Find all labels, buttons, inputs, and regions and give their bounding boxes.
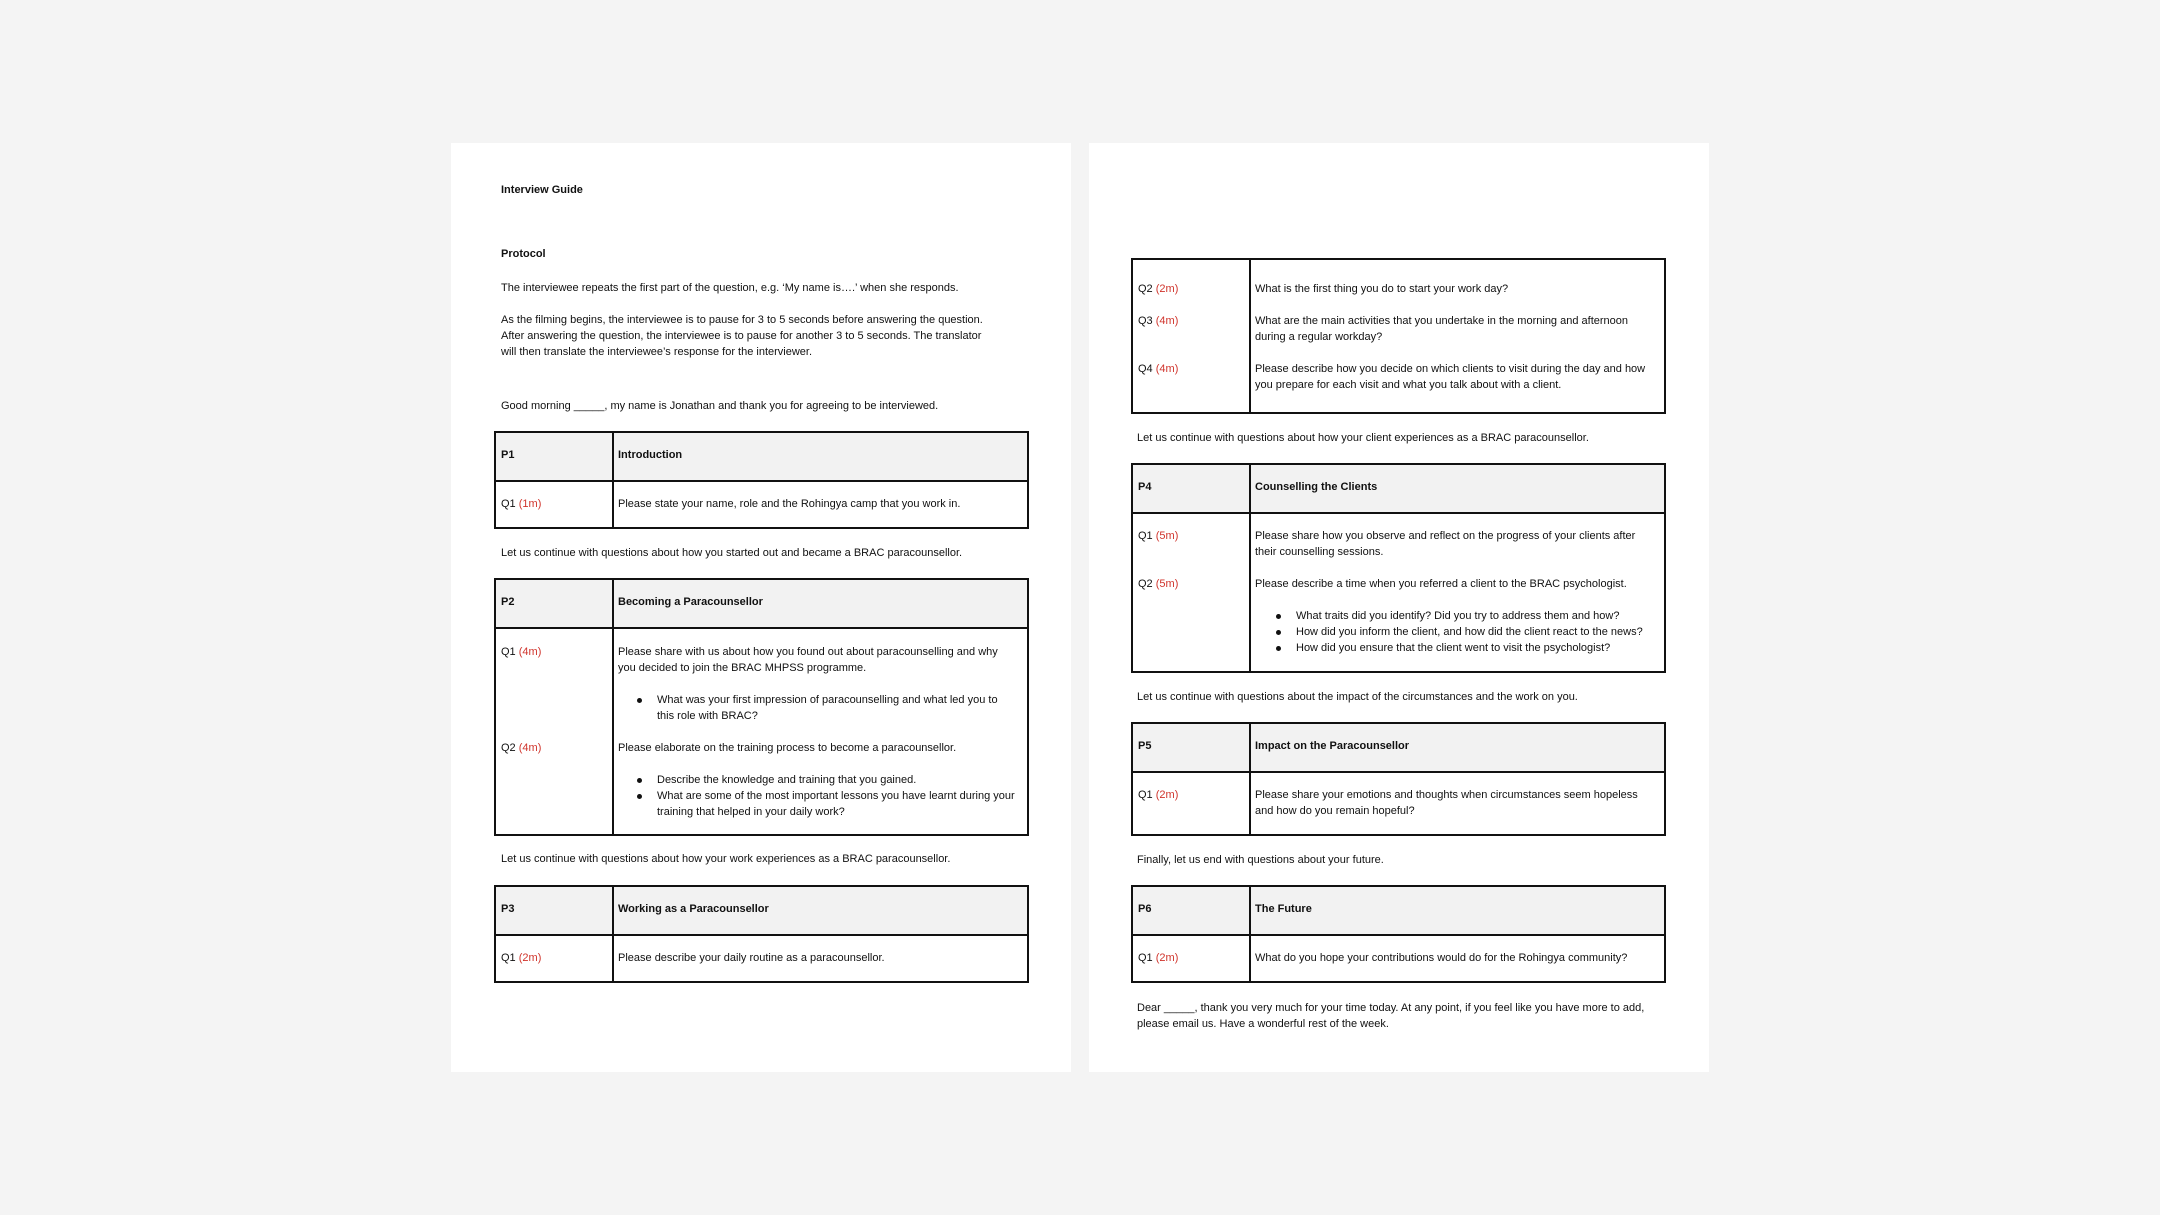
section-table-p5 bbox=[1131, 722, 1666, 836]
table-header-row bbox=[1133, 887, 1664, 936]
document-page-1 bbox=[451, 143, 1071, 1072]
bullet-icon bbox=[1276, 630, 1281, 635]
section-id: P2 bbox=[501, 596, 515, 608]
protocol-paragraph-2-line-3: will then translate the interviewee’s response for the interviewer. bbox=[501, 346, 813, 358]
section-id: P1 bbox=[501, 449, 515, 461]
question-time: (4m) bbox=[1155, 363, 1179, 375]
question-text: Please describe how you decide on which clients to visit during the day and how bbox=[1255, 363, 1646, 375]
question-id: Q1 (1m) bbox=[501, 498, 542, 510]
bullet-icon bbox=[637, 794, 642, 799]
bullet-icon bbox=[1276, 614, 1281, 619]
question-id: Q1 (5m) bbox=[1138, 530, 1179, 542]
document-title: Interview Guide bbox=[501, 184, 583, 196]
column-divider bbox=[1249, 724, 1251, 834]
section-table-p6 bbox=[1131, 885, 1666, 983]
question-text: Please share with us about how you found out about paracounselling and why bbox=[618, 646, 998, 658]
column-divider bbox=[612, 887, 614, 981]
question-text: Please describe your daily routine as a paracounsellor. bbox=[618, 952, 885, 964]
question-id: Q4 (4m) bbox=[1138, 363, 1179, 375]
greeting-text: Good morning _____, my name is Jonathan and thank you for agreeing to be interviewed. bbox=[501, 400, 939, 412]
question-text: you prepare for each visit and what you talk about with a client. bbox=[1255, 379, 1562, 391]
section-id: P6 bbox=[1138, 903, 1152, 915]
section-id: P5 bbox=[1138, 740, 1152, 752]
protocol-paragraph-2-line-1: As the filming begins, the interviewee is to pause for 3 to 5 seconds before answering the question. bbox=[501, 314, 983, 326]
question-id: Q1 (2m) bbox=[1138, 952, 1179, 964]
table-header-row bbox=[1133, 465, 1664, 514]
bullet-icon bbox=[637, 698, 642, 703]
question-text: during a regular workday? bbox=[1255, 331, 1383, 343]
transition-text-1: Let us continue with questions about how you started out and became a BRAC paracounsellor. bbox=[501, 547, 963, 559]
question-text: their counselling sessions. bbox=[1255, 546, 1384, 558]
bullet-icon bbox=[1276, 646, 1281, 651]
question-time: (4m) bbox=[1155, 315, 1179, 327]
transition-text-3: Let us continue with questions about how your client experiences as a BRAC paracounsellor. bbox=[1137, 432, 1589, 444]
section-id: P3 bbox=[501, 903, 515, 915]
question-id: Q1 (2m) bbox=[501, 952, 542, 964]
section-table-p3-continued bbox=[1131, 258, 1666, 414]
question-time: (2m) bbox=[518, 952, 542, 964]
transition-text-4: Let us continue with questions about the impact of the circumstances and the work on you. bbox=[1137, 691, 1578, 703]
question-text: Please state your name, role and the Rohingya camp that you work in. bbox=[618, 498, 961, 510]
question-id: Q2 (5m) bbox=[1138, 578, 1179, 590]
column-divider bbox=[1249, 887, 1251, 981]
question-text: Please elaborate on the training process to become a paracounsellor. bbox=[618, 742, 957, 754]
protocol-paragraph-1: The interviewee repeats the first part of the question, e.g. ‘My name is….’ when she responds. bbox=[501, 282, 959, 294]
question-time: (2m) bbox=[1155, 952, 1179, 964]
question-id: Q1 (2m) bbox=[1138, 789, 1179, 801]
question-time: (1m) bbox=[518, 498, 542, 510]
question-id: Q2 (4m) bbox=[501, 742, 542, 754]
section-table-p3 bbox=[494, 885, 1029, 983]
document-page-2 bbox=[1089, 143, 1709, 1072]
bullet-icon bbox=[637, 778, 642, 783]
question-text: Please share your emotions and thoughts when circumstances seem hopeless bbox=[1255, 789, 1638, 801]
column-divider bbox=[612, 433, 614, 527]
protocol-paragraph-2-line-2: After answering the question, the interviewee is to pause for another 3 to 5 seconds. The translator bbox=[501, 330, 982, 342]
closing-text-line-1: Dear _____, thank you very much for your time today. At any point, if you feel like you have more to add, bbox=[1137, 1002, 1645, 1014]
column-divider bbox=[612, 580, 614, 834]
question-text: What do you hope your contributions would do for the Rohingya community? bbox=[1255, 952, 1628, 964]
question-id: Q3 (4m) bbox=[1138, 315, 1179, 327]
section-table-p1 bbox=[494, 431, 1029, 529]
section-title: The Future bbox=[1255, 903, 1312, 915]
section-title: Introduction bbox=[618, 449, 683, 461]
question-id: Q2 (2m) bbox=[1138, 283, 1179, 295]
section-table-p4: P4 Counselling the Clients Q1 (5m) Please share how you observe and reflect on the progress of your clients after their counselling sessions. Q2 (5m) Please describe a time when you referred a client to the BRAC psychologist. What traits did you identify? Did you try to address them and how? How did you inform the client, and how did the client react to the news? How did you ensure that the client went to visit the psychologist? bbox=[1131, 463, 1666, 673]
column-divider bbox=[1249, 260, 1251, 412]
column-divider bbox=[1249, 465, 1251, 671]
section-id: P4 bbox=[1138, 481, 1152, 493]
question-time: (4m) bbox=[518, 742, 542, 754]
table-header-row bbox=[496, 433, 1027, 482]
question-id: Q1 (4m) bbox=[501, 646, 542, 658]
transition-text-2: Let us continue with questions about how your work experiences as a BRAC paracounsellor. bbox=[501, 853, 951, 865]
section-title: Becoming a Paracounsellor bbox=[618, 596, 763, 608]
question-text: Please share how you observe and reflect on the progress of your clients after bbox=[1255, 530, 1636, 542]
section-title: Counselling the Clients bbox=[1255, 481, 1378, 493]
section-table-p2: P2 Becoming a Paracounsellor Q1 (4m) Please share with us about how you found out about paracounselling and why you decided to join the BRAC MHPSS programme. What was your first impression of paracounselling and what led you to this role with BRAC? Q2 (4m) Please elaborate on the training process to become a paracounsellor. Describe the knowledge and training that you gained. What are some of the most important lessons you have learnt during your training that helped in your daily work? bbox=[494, 578, 1029, 836]
question-text: and how do you remain hopeful? bbox=[1255, 805, 1415, 817]
question-text: What is the first thing you do to start your work day? bbox=[1255, 283, 1509, 295]
question-time: (2m) bbox=[1155, 283, 1179, 295]
question-time: (4m) bbox=[518, 646, 542, 658]
transition-text-5: Finally, let us end with questions about your future. bbox=[1137, 854, 1384, 866]
section-title: Working as a Paracounsellor bbox=[618, 903, 769, 915]
section-title: Impact on the Paracounsellor bbox=[1255, 740, 1410, 752]
question-time: (2m) bbox=[1155, 789, 1179, 801]
question-time: (5m) bbox=[1155, 578, 1179, 590]
question-text: you decided to join the BRAC MHPSS programme. bbox=[618, 662, 867, 674]
question-time: (5m) bbox=[1155, 530, 1179, 542]
protocol-heading: Protocol bbox=[501, 248, 546, 260]
closing-text-line-2: please email us. Have a wonderful rest of the week. bbox=[1137, 1018, 1389, 1030]
question-text: Please describe a time when you referred a client to the BRAC psychologist. bbox=[1255, 578, 1627, 590]
question-text: What are the main activities that you undertake in the morning and afternoon bbox=[1255, 315, 1628, 327]
